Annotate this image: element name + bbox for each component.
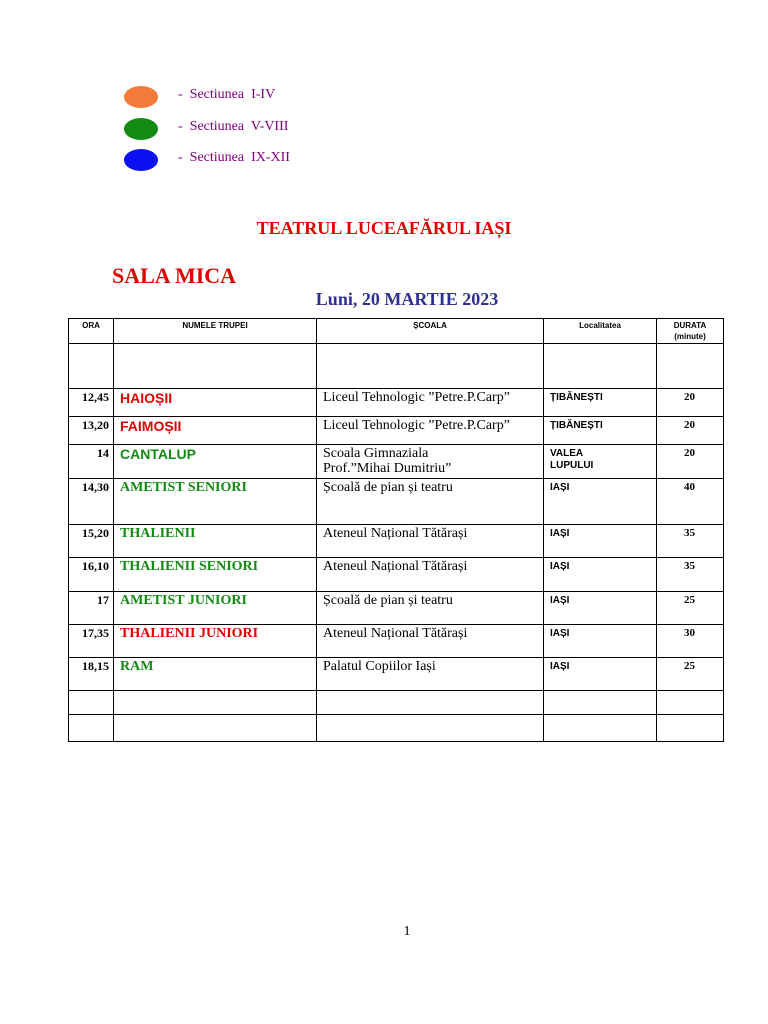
cell-durata — [657, 691, 724, 715]
cell-scoala — [317, 592, 544, 625]
cell-trupa: CANTALUP — [114, 445, 317, 479]
table-row — [69, 558, 724, 592]
legend-item-3 — [124, 149, 424, 173]
cell-scoala — [317, 445, 544, 479]
cell-trupa — [114, 715, 317, 742]
theater-title: TEATRUL LUCEAFĂRUL IAȘI — [256, 218, 512, 238]
scoala-line-1: Liceul Tehnologic ”Petre.P.Carp” — [323, 390, 510, 405]
cell-scoala — [317, 417, 544, 445]
cell-trupa: HAIOȘII — [114, 389, 317, 417]
cell-trupa: RAM — [114, 658, 317, 691]
cell-durata — [657, 344, 724, 389]
cell-localitatea — [544, 715, 657, 742]
cell-trupa: FAIMOȘII — [114, 417, 317, 445]
cell-durata: 20 — [657, 445, 724, 479]
cell-scoala — [317, 389, 544, 417]
table-row — [69, 625, 724, 658]
cell-durata: 35 — [657, 558, 724, 592]
loc-line-1: IAȘI — [550, 528, 570, 539]
cell-localitatea — [544, 479, 657, 525]
cell-localitatea — [544, 525, 657, 558]
scoala-line-1: Scoala Gimnaziala — [323, 446, 429, 461]
cell-scoala — [317, 691, 544, 715]
cell-scoala — [317, 558, 544, 592]
cell-trupa — [114, 344, 317, 389]
cell-ora — [69, 344, 114, 389]
cell-scoala — [317, 344, 544, 389]
scoala-line-1: Ateneul Național Tătărași — [323, 526, 468, 541]
cell-scoala — [317, 715, 544, 742]
schedule-date: Luni, 20 MARTIE 2023 — [315, 289, 499, 309]
column-header-durata — [657, 319, 724, 344]
legend-label: - Sectiunea V-VIII — [178, 119, 289, 134]
loc-line-1: IAȘI — [550, 661, 570, 672]
table-row — [69, 445, 724, 479]
cell-trupa: AMETIST JUNIORI — [114, 592, 317, 625]
scoala-line-1: Liceul Tehnologic ”Petre.P.Carp” — [323, 418, 510, 433]
scoala-line-1: Școală de pian și teatru — [323, 480, 453, 495]
loc-line-1: IAȘI — [550, 482, 570, 493]
cell-ora: 15,20 — [69, 525, 114, 558]
cell-localitatea — [544, 592, 657, 625]
minute-label: (minute) — [674, 332, 706, 341]
cell-localitatea — [544, 445, 657, 479]
legend-label: - Sectiunea I-IV — [178, 87, 276, 102]
cell-ora: 12,45 — [69, 389, 114, 417]
schedule-table — [68, 318, 724, 742]
cell-durata: 30 — [657, 625, 724, 658]
cell-ora: 17 — [69, 592, 114, 625]
cell-trupa: THALIENII JUNIORI — [114, 625, 317, 658]
column-header-scoala: ȘCOALA — [317, 319, 544, 344]
table-row — [69, 417, 724, 445]
column-header-ora: ORA — [69, 319, 114, 344]
cell-ora: 18,15 — [69, 658, 114, 691]
cell-localitatea — [544, 417, 657, 445]
cell-localitatea — [544, 344, 657, 389]
loc-line-1: IAȘI — [550, 561, 570, 572]
green-dot-icon — [124, 118, 158, 140]
hall-title: SALA MICA — [112, 263, 237, 288]
cell-trupa: THALIENII — [114, 525, 317, 558]
cell-trupa — [114, 691, 317, 715]
table-row — [69, 691, 724, 715]
cell-scoala — [317, 658, 544, 691]
loc-line-1: ȚIBĂNEȘTI — [550, 420, 603, 431]
cell-trupa: THALIENII SENIORI — [114, 558, 317, 592]
cell-ora: 16,10 — [69, 558, 114, 592]
cell-durata: 35 — [657, 525, 724, 558]
cell-localitatea — [544, 658, 657, 691]
cell-localitatea — [544, 558, 657, 592]
scoala-line-1: Ateneul Național Tătărași — [323, 559, 468, 574]
loc-line-1: IAȘI — [550, 628, 570, 639]
table-row — [69, 479, 724, 525]
table-row — [69, 592, 724, 625]
cell-ora — [69, 715, 114, 742]
loc-line-1: VALEA — [550, 448, 584, 459]
cell-scoala — [317, 625, 544, 658]
loc-line-1: IAȘI — [550, 595, 570, 606]
cell-scoala — [317, 525, 544, 558]
legend-item-1 — [124, 86, 424, 110]
page-number: 1 — [403, 924, 411, 939]
loc-line-1: ȚIBĂNEȘTI — [550, 392, 603, 403]
scoala-line-1: Palatul Copiilor Iași — [323, 659, 436, 674]
cell-durata: 20 — [657, 389, 724, 417]
blue-dot-icon — [124, 149, 158, 171]
legend-item-2 — [124, 118, 424, 142]
cell-scoala — [317, 479, 544, 525]
cell-ora: 17,35 — [69, 625, 114, 658]
loc-line-2: LUPULUI — [550, 460, 594, 471]
cell-trupa: AMETIST SENIORI — [114, 479, 317, 525]
scoala-line-1: Ateneul Național Tătărași — [323, 626, 468, 641]
scoala-line-1: Școală de pian și teatru — [323, 593, 453, 608]
table-header-row — [69, 319, 724, 344]
cell-localitatea — [544, 389, 657, 417]
cell-localitatea — [544, 691, 657, 715]
table-row — [69, 658, 724, 691]
column-header-trupa: NUMELE TRUPEI — [114, 319, 317, 344]
cell-durata: 25 — [657, 592, 724, 625]
scoala-line-2: Prof.”Mihai Dumitriu” — [323, 461, 452, 476]
cell-durata: 40 — [657, 479, 724, 525]
legend-label: - Sectiunea IX-XII — [178, 150, 290, 165]
cell-durata — [657, 715, 724, 742]
table-row — [69, 715, 724, 742]
durata-label: DURATA — [673, 321, 707, 330]
table-row — [69, 525, 724, 558]
column-header-localitatea: Localitatea — [544, 319, 657, 344]
cell-ora — [69, 691, 114, 715]
cell-ora: 14 — [69, 445, 114, 479]
orange-dot-icon — [124, 86, 158, 108]
cell-ora: 14,30 — [69, 479, 114, 525]
table-row — [69, 344, 724, 389]
cell-localitatea — [544, 625, 657, 658]
cell-ora: 13,20 — [69, 417, 114, 445]
cell-durata: 25 — [657, 658, 724, 691]
cell-durata: 20 — [657, 417, 724, 445]
table-row — [69, 389, 724, 417]
